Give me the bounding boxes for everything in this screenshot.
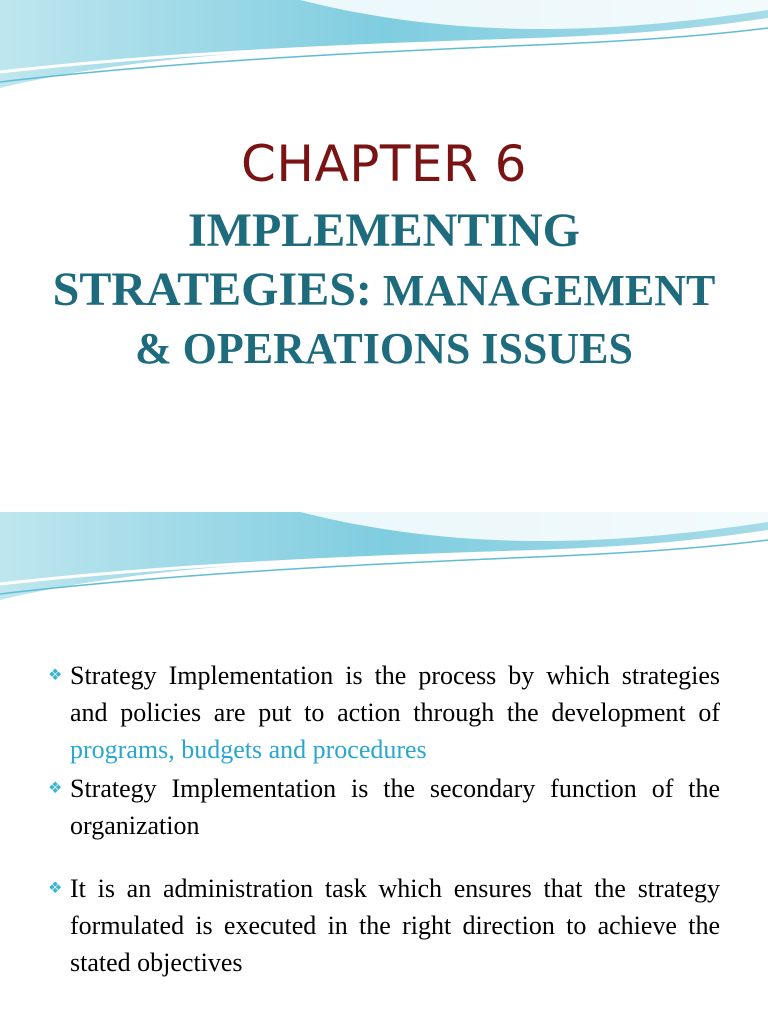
title-block xyxy=(0,128,768,378)
content-slide xyxy=(0,512,768,1024)
list-item: ❖ Strategy Implementation is the secondary function of the organization xyxy=(48,770,720,844)
diamond-bullet-icon: ❖ xyxy=(48,880,63,897)
diamond-bullet-icon: ❖ xyxy=(48,667,63,684)
list-item: ❖ It is an administration task which ensures that the strategy formulated is executed in the right direction to achieve the stated objectives xyxy=(48,870,720,981)
subtitle-line-3: & OPERATIONS ISSUES xyxy=(135,324,633,373)
subtitle-line-2: STRATEGIES: MANAGEMENT xyxy=(52,263,716,316)
bullet-list xyxy=(48,657,720,981)
header-wave-decoration xyxy=(0,512,768,602)
list-item: ❖ Strategy Implementation is the process by which strategies and policies are put to action through the development of programs, budgets and procedures xyxy=(48,657,720,768)
header-wave-decoration xyxy=(0,0,768,90)
highlighted-text: programs, budgets and procedures xyxy=(70,735,427,764)
chapter-subtitle xyxy=(0,202,768,378)
diamond-bullet-icon: ❖ xyxy=(48,780,63,797)
subtitle-line-1: IMPLEMENTING xyxy=(187,204,580,257)
chapter-title: CHAPTER 6 xyxy=(241,135,527,193)
